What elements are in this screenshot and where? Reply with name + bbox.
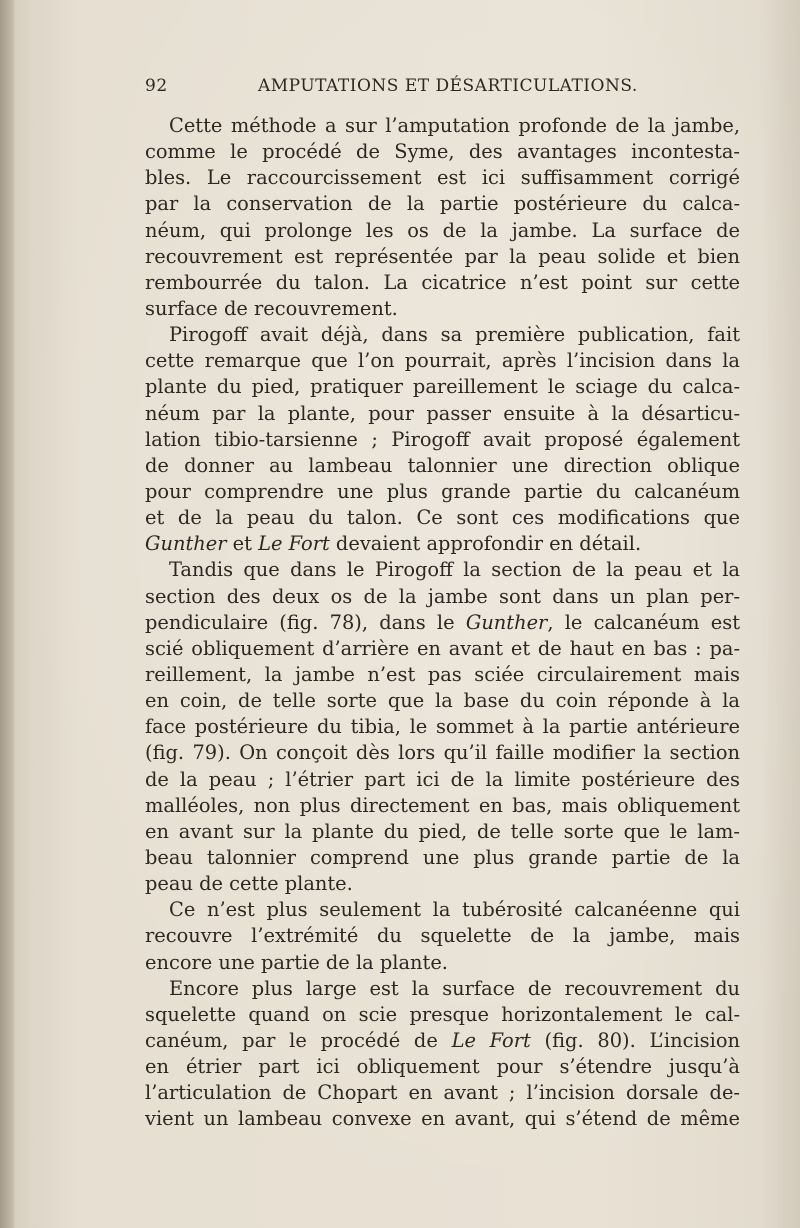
paragraph [145, 897, 740, 975]
text-run: surface de recouvrement. [145, 296, 398, 320]
italic-text: Le Fort [451, 1028, 531, 1052]
italic-text: Gunther [145, 532, 227, 556]
text-line [145, 662, 740, 688]
text-line [145, 401, 740, 427]
text-run: Encore plus large est la surface de recouvrement du [169, 976, 740, 1000]
text-line [145, 374, 740, 400]
text-line [145, 113, 740, 139]
text-line [145, 427, 740, 453]
text-line [145, 1080, 740, 1106]
text-run: Cette méthode a sur l’amputation profonde de la jambe, [169, 114, 740, 137]
text-line [145, 505, 740, 531]
text-line [145, 453, 740, 479]
text-run: beau talonnier comprend une plus grande partie de la [145, 845, 740, 869]
text-line [145, 218, 740, 244]
text-line [145, 793, 740, 819]
text-run: comme le procédé de Syme, des avantages incontesta- [145, 140, 740, 164]
text-run: Ce n’est plus seulement la tubérosité calcanéenne qui [169, 898, 740, 922]
text-run: peau de cette plante. [145, 872, 353, 896]
text-run: en étrier part ici obliquement pour s’étendre jusqu’à [145, 1055, 740, 1079]
text-line [145, 819, 740, 845]
text-run: , le calcanéum est [547, 610, 740, 634]
text-run: (fig. 79). On conçoit dès lors qu’il faille modifier la section [145, 741, 740, 765]
text-line [145, 584, 740, 610]
text-run: de la peau ; l’étrier part ici de la limite postérieure des [145, 767, 740, 791]
text-line [145, 165, 740, 191]
text-line [145, 767, 740, 793]
text-run: et [226, 532, 259, 556]
text-line [145, 714, 740, 740]
text-line [145, 845, 740, 871]
text-run: recouvrement est représentée par la peau solide et bien [145, 244, 740, 268]
page-binding-edge [0, 0, 14, 1228]
body-text [145, 113, 740, 1132]
text-run: Tandis que dans le Pirogoff la section de la peau et la [169, 558, 740, 582]
text-run: squelette quand on scie presque horizontalement le cal- [145, 1002, 740, 1026]
text-line [145, 348, 740, 374]
paragraph [145, 322, 740, 557]
text-run: pour comprendre une plus grande partie du calcanéum [145, 479, 740, 503]
text-line [145, 1054, 740, 1080]
text-run: par la conservation de la partie postérieure du calca- [145, 192, 740, 216]
text-run: en coin, de telle sorte que la base du coin réponde à la [145, 689, 740, 713]
text-run: section des deux os de la jambe sont dans un plan per- [145, 584, 740, 608]
text-run: néum par la plante, pour passer ensuite à la désarticu- [145, 401, 740, 425]
text-run: malléoles, non plus directement en bas, mais obliquement [145, 793, 740, 817]
text-run: reillement, la jambe n’est pas sciée circulairement mais [145, 662, 740, 686]
page-number: 92 [145, 76, 168, 96]
text-run: et de la peau du talon. Ce sont ces modifications que [145, 506, 740, 530]
text-line [145, 897, 740, 923]
text-line [145, 923, 740, 949]
text-run: rembourrée du talon. La cicatrice n’est point sur cette [145, 270, 740, 294]
text-run: devaient approfondir en détail. [329, 532, 642, 556]
text-run: plante du pied, pratiquer pareillement le sciage du calca- [145, 375, 740, 399]
text-run: recouvre l’extrémité du squelette de la jambe, mais [145, 924, 740, 948]
text-line [145, 479, 740, 505]
text-run: encore une partie de la plante. [145, 950, 448, 974]
text-line [145, 950, 740, 976]
text-line [145, 610, 740, 636]
running-title: AMPUTATIONS ET DÉSARTICULATIONS. [258, 76, 638, 96]
text-line [145, 688, 740, 714]
text-line [145, 1028, 740, 1054]
text-run: cette remarque que l’on pourrait, après l’incision dans la [145, 349, 740, 373]
text-run: (fig. 80). L’incision [530, 1028, 740, 1052]
text-line [145, 557, 740, 583]
text-line [145, 296, 740, 322]
text-run: scié obliquement d’arrière en avant et de haut en bas : pa- [145, 636, 740, 660]
text-run: face postérieure du tibia, le sommet à la partie antérieure [145, 715, 740, 739]
italic-text: Le Fort [258, 532, 330, 556]
text-line [145, 740, 740, 766]
paragraph [145, 976, 740, 1133]
text-run: canéum, par le procédé de [145, 1028, 452, 1052]
text-run: vient un lambeau convexe en avant, qui s’étend de même [145, 1107, 740, 1131]
text-line [145, 871, 740, 897]
text-line [145, 531, 740, 557]
text-line [145, 191, 740, 217]
text-line [145, 1106, 740, 1132]
text-run: l’articulation de Chopart en avant ; l’incision dorsale de- [145, 1081, 740, 1105]
text-line [145, 270, 740, 296]
text-line [145, 636, 740, 662]
text-run: Pirogoff avait déjà, dans sa première publication, fait [169, 323, 740, 347]
text-line [145, 244, 740, 270]
text-run: lation tibio-tarsienne ; Pirogoff avait proposé également [145, 427, 740, 451]
paragraph [145, 113, 740, 322]
italic-text: Gunther [465, 610, 548, 634]
text-run: néum, qui prolonge les os de la jambe. La surface de [145, 218, 740, 242]
text-run: pendiculaire (fig. 78), dans le [145, 610, 466, 634]
text-run: bles. Le raccourcissement est ici suffisamment corrigé [145, 166, 740, 190]
text-line [145, 139, 740, 165]
text-line [145, 322, 740, 348]
text-run: en avant sur la plante du pied, de telle sorte que le lam- [145, 819, 740, 843]
text-line [145, 1002, 740, 1028]
paragraph [145, 557, 740, 897]
page-header [145, 76, 640, 100]
text-line [145, 976, 740, 1002]
text-run: de donner au lambeau talonnier une direction oblique [145, 453, 740, 477]
